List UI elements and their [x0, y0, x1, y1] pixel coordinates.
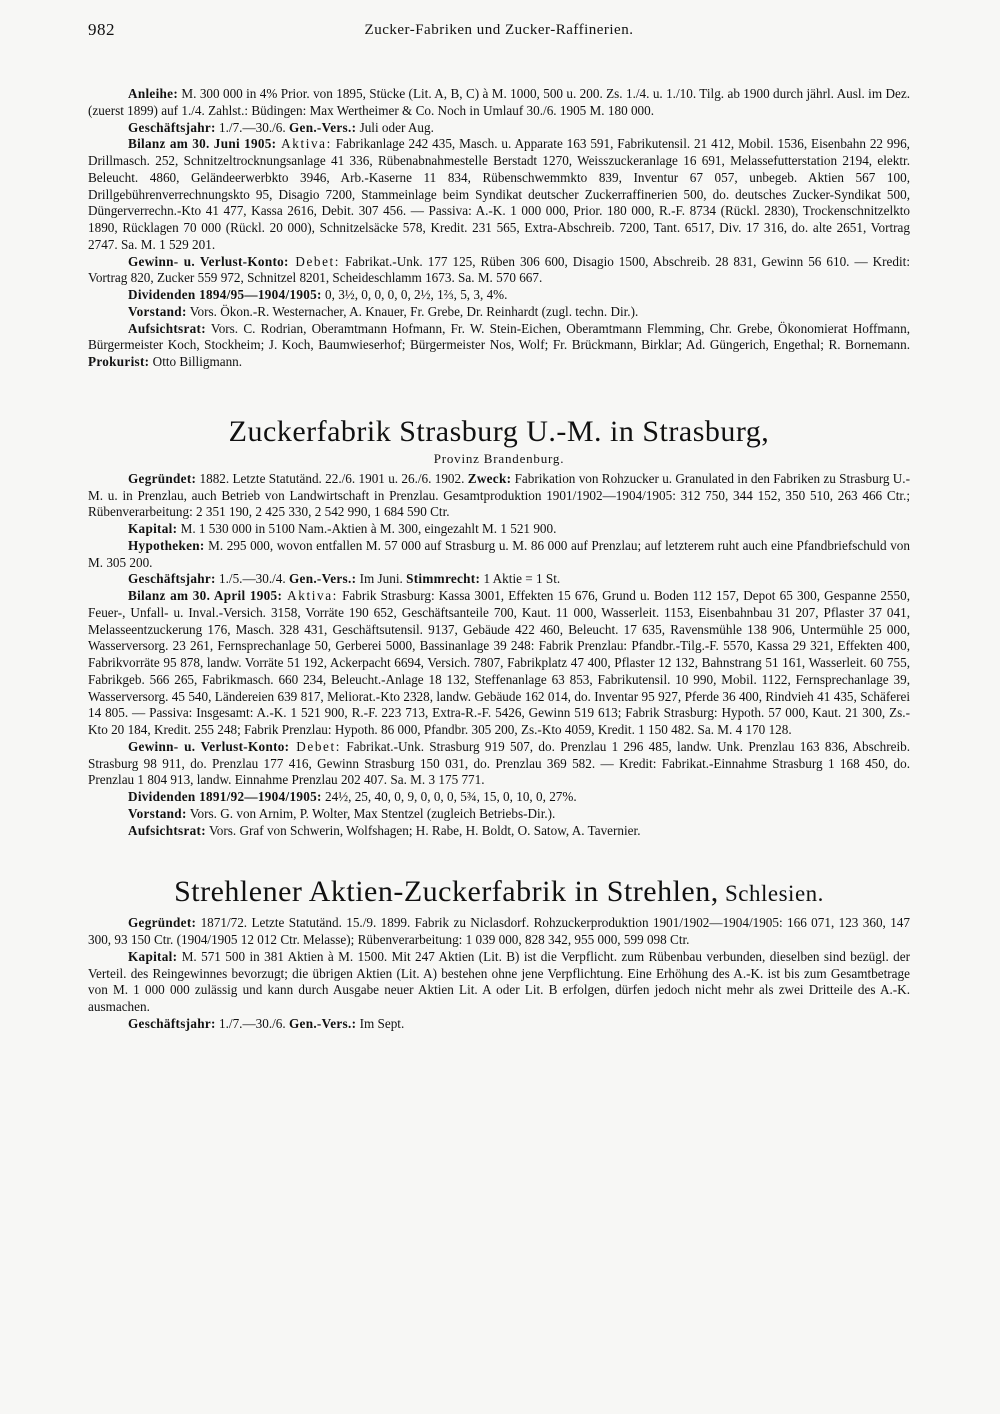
entry-label: Aufsichtsrat: — [128, 822, 206, 838]
entry-label: Kapital: — [128, 521, 178, 536]
dividenden-paragraph — [88, 789, 910, 806]
entry-text: Vors. Graf von Schwerin, Wolfshagen; H. Rabe, H. Boldt, O. Satow, A. Tavernier. — [205, 822, 641, 838]
entry-label: Stimmrecht: — [406, 571, 481, 587]
company-entry-strehlen — [88, 915, 910, 1032]
anleihe-paragraph — [88, 86, 910, 120]
entry-text: M. 295 000, wovon entfallen M. 57 000 auf Strasburg u. M. 86 000 auf Prenzlau; auf letzterem ruht auch eine Pfandbriefschuld von M. 305 200. — [88, 537, 910, 570]
entry-text: Im Juni. — [356, 571, 407, 587]
entry-label: Geschäftsjahr: — [128, 1015, 216, 1031]
entry-text: Fabrikat.-Unk. 177 125, Rüben 306 600, Disagio 1500, Abschreib. 28 831, Gewinn 56 610. — Kredit: Vortrag 820, Zucker 559 972, Schnitzel 8201, Scheideschlamm 1673. Sa. M. 570 667. — [88, 253, 910, 286]
company-entry-continued — [88, 86, 910, 371]
running-header — [88, 20, 910, 48]
gewinn-verlust-paragraph — [88, 739, 910, 789]
aufsichtsrat-paragraph — [88, 823, 910, 840]
entry-label: Gewinn- u. Verlust-Konto: — [128, 738, 290, 754]
vorstand-paragraph — [88, 304, 910, 321]
entry-label: Prokurist: — [88, 354, 150, 369]
kapital-paragraph — [88, 949, 910, 1016]
entry-text: Fabrikat.-Unk. Strasburg 919 507, do. Prenzlau 1 296 485, landw. Unk. Prenzlau 163 836, Abschreib. Strasburg 98 911, do. Prenzlau 177 416, Gewinn Strasburg 150 031, do. Prenzlau 369 582. — Kredit: Fabrikat.-Einnahme Strasburg 1 168 450, do. Prenzlau 1 804 913, landw. Einnahme Prenzlau 202 407. Sa. M. 3 175 771. — [88, 738, 911, 788]
entry-text: Vors. G. von Arnim, P. Wolter, Max Stentzel (zugleich Betriebs-Dir.). — [186, 805, 556, 821]
entry-label: Geschäftsjahr: — [128, 119, 216, 135]
entry-text: M. 1 530 000 in 5100 Nam.-Aktien à M. 300, eingezahlt M. 1 521 900. — [177, 521, 557, 536]
gegruendet-paragraph — [88, 915, 910, 949]
company-title-strasburg: Zuckerfabrik Strasburg U.-M. in Strasburg, — [228, 414, 770, 448]
entry-text: Fabrikanlage 242 435, Masch. u. Apparate 163 591, Fabrikutensil. 21 412, Mobil. 1536, Eisenbahn 22 996, Drillmasch. 252, Schnitzeltrocknungsanlage 41 336, Rübenabnahmestelle Berstadt 1270, Weisszuckeranlage 16 691, Melassefutterstation 2194, elektr. Beleucht. 4860, Geländeerwerbkto 3946, Arb.-Kaserne 11 834, Rübenschwemmkto 839, Inventur 67 057, unbegeb. Aktien 567 100, Drillgebührenverrechnungskto 95, Disagio 7200, Stammeinlage beim Syndikat deutscher Zuckerraffinerien 500, do. deutsches Zucker-Syndikat 500, Düngerverrechn.-Kto 41 477, Kassa 2616, Debit. 307 456. — Passiva: A.-K. 1 000 000, Prior. 180 000, R.-F. 8734 (Rückl. 2830), Trockenschnitzelkto 1890, Rücklagen 70 000 (Rückl. 20 000), Schnitzelsäcke 578, Kredit. 231 565, Extra-Abschreib. 7200, Tant. 6517, Div. 17 316, do. alte 2651, Vortrag 2747. Sa. M. 1 529 201. — [88, 136, 910, 252]
entry-text: Otto Billigmann. — [149, 354, 243, 369]
entry-label: Gegründet: — [128, 915, 197, 931]
entry-label: Anleihe: — [128, 86, 179, 101]
entry-text: Fabrikation von Rohzucker u. Granulated in den Fabriken zu Strasburg U.-M. u. in Prenzlau, auch Betrieb von Landwirtschaft in Prenzlau. Gesamtproduktion 1901/1902—1904/1905: 312 750, 344 152, 350 510, 263 466 Ctr.; Rübenverarbeitung: 2 351 190, 2 425 330, 2 542 990, 1 684 590 Ctr. — [88, 470, 910, 520]
entry-text: 0, 3½, 0, 0, 0, 0, 2½, 1⅔, 5, 3, 4%. — [321, 287, 508, 302]
entry-text: 1871/72. Letzte Statutänd. 15./9. 1899. Fabrik zu Niclasdorf. Rohzuckerproduktion 1901/1902—1904/1905: 166 071, 123 360, 147 300, 93 150 Ctr. (1904/1905 12 012 Ctr. Melasse); Rübenverarbeitung: 1 039 000, 828 342, 955 000, 599 098 Ctr. — [88, 915, 910, 947]
entry-spaced-label: Debet: — [289, 738, 342, 754]
entry-spaced-label: Debet: — [288, 253, 341, 269]
entry-label: Dividenden 1891/92—1904/1905: — [128, 789, 322, 804]
aufsichtsrat-paragraph — [88, 321, 910, 371]
entry-text: Im Sept. — [356, 1015, 405, 1031]
province-subtitle: Provinz Brandenburg. — [433, 450, 565, 466]
company-title-region: Schlesien. — [718, 881, 824, 907]
entry-label: Gen.-Vers.: — [288, 119, 357, 135]
entry-label: Vorstand: — [128, 805, 187, 821]
page-number: 982 — [88, 20, 115, 39]
geschaeftsjahr-paragraph — [88, 571, 910, 588]
entry-text: Fabrik Strasburg: Kassa 3001, Effekten 15 676, Grund u. Boden 112 157, Depot 65 300, Gespanne 2550, Feuer-, Unfall- u. Inval.-Versich. 3158, Vorräte 190 652, Geschäftsanteile 700, Kaut. 11 000, Wasserleit. 1153, Eisenbahnbau 31 207, Pflaster 37 041, Melasseentzuckerung 176, Masch. 328 431, Geschäftsutensil. 9137, Gebäude 422 460, Beleucht. 17 635, Ravensmühle 138 906, Untermühle 25 000, Wasserversorg. 23 261, Fernsprechanlage 50, Gerberei 5000, Bassinanlage 39 248: Fabrik Prenzlau: Pfandbr.-Tilg.-F. 5570, Kassa 29 321, Effekten 400, Fabrikvorräte 95 878, landw. Vorräte 51 192, Ackerpacht 6694, Versich. 7807, Fabrikplatz 47 400, Pflaster 12 132, Bahnstrang 51 161, Wasserleit. 60 755, Fabrikgeb. 566 265, Fabrikmasch. 660 234, Beleucht.-Anlage 18 132, Steffenanlage 63 853, Fabrikutensil. 10 990, Mobil. 1122, Fernsprechanlage 39, Wasserversorg. 45 540, Ländereien 639 817, Meliorat.-Kto 2328, landw. Gebäude 162 014, do. Inventar 95 927, Pferde 36 400, Rindvieh 41 435, Schäferei 14 805. — Passiva: Insgesamt: A.-K. 1 521 900, R.-F. 223 713, Extra-R.-F. 5426, Gewinn 519 613; Fabrik Strasburg: Hypoth. 57 000, Kaut. 21 300, Zs.-Kto 20 184, Kredit. 255 248; Fabrik Prenzlau: Hypoth. 86 000, Pfandbr. 305 200, Zs.-Kto 4059, Kredit. 1 150 482. Sa. M. 4 170 128. — [88, 588, 910, 737]
company-entry-strasburg — [88, 471, 910, 840]
dividenden-paragraph — [88, 287, 910, 304]
entry-text: Vors. Ökon.-R. Westernacher, A. Knauer, Fr. Grebe, Dr. Reinhardt (zugl. techn. Dir.). — [186, 303, 639, 319]
entry-text: 1./5.—30./4. — [215, 571, 289, 587]
entry-label: Gen.-Vers.: — [288, 571, 357, 587]
entry-text: 1 Aktie = 1 St. — [480, 571, 561, 587]
entry-text: Vors. C. Rodrian, Oberamtmann Hofmann, Fr. W. Stein-Eichen, Oberamtmann Flemming, Chr. Grebe, Ökonomierat Hoffmann, Bürgermeister Koch, Stockheim; J. Koch, Baumwieserhof; Bürgermeister Nos, Wolf; Fr. Brückmann, Birklar; Ad. Güngerich, Engethal; R. Bornemann. — [88, 320, 910, 353]
running-title: Zucker-Fabriken und Zucker-Raffinerien. — [364, 22, 634, 38]
entry-label: Gen.-Vers.: — [288, 1015, 357, 1031]
entry-label: Aufsichtsrat: — [128, 320, 206, 336]
bilanz-paragraph — [88, 588, 910, 739]
vorstand-paragraph — [88, 806, 910, 823]
entry-text: 1./7.—30./6. — [215, 119, 289, 135]
geschaeftsjahr-paragraph — [88, 120, 910, 137]
entry-label: Hypotheken: — [128, 537, 205, 553]
entry-text: M. 300 000 in 4% Prior. von 1895, Stücke (Lit. A, B, C) à M. 1000, 500 u. 200. Zs. 1./4. u. 1./10. Tilg. ab 1900 durch jährl. Ausl. im Dez. (zuerst 1899) auf 1./4. Zahlst.: Büdingen: Max Wertheimer & Co. Noch in Umlauf 30./6. 1905 M. 180 000. — [88, 86, 910, 118]
entry-label: Dividenden 1894/95—1904/1905: — [128, 287, 322, 302]
hypotheken-paragraph — [88, 538, 910, 572]
entry-text: M. 571 500 in 381 Aktien à M. 1500. Mit 247 Aktien (Lit. B) ist die Verpflicht. zum Rübenbau verbunden, dieselben sind bezügl. der Verteil. des Reingewinnes bevorzugt; die übrigen Aktien (Lit. A) bestehen ohne jene Verpflichtung. Eine Erhöhung des A.-K. ist bis zum Gesamtbetrage von M. 1 000 000 zulässig und kann durch Ausgabe neuer Aktien Lit. A oder Lit. B erfolgen, dürfen jedoch nicht mehr als zwei Dritteile des A.-K. ausmachen. — [88, 948, 910, 1014]
entry-label: Gegründet: — [128, 470, 197, 486]
bilanz-paragraph — [88, 136, 910, 253]
entry-spaced-label: Aktiva: — [276, 136, 332, 152]
entry-label: Bilanz am 30. Juni 1905: — [128, 136, 277, 152]
gegruendet-paragraph — [88, 471, 910, 521]
entry-text: 1./7.—30./6. — [215, 1015, 289, 1031]
entry-label: Gewinn- u. Verlust-Konto: — [128, 253, 289, 269]
geschaeftsjahr-paragraph — [88, 1016, 910, 1033]
entry-label: Zweck: — [467, 470, 512, 486]
company-title-main: Strehlener Aktien-Zuckerfabrik in Strehlen, — [174, 875, 719, 909]
entry-label: Geschäftsjahr: — [128, 571, 216, 587]
gewinn-verlust-paragraph — [88, 254, 910, 288]
entry-label: Vorstand: — [128, 303, 187, 319]
entry-text: Juli oder Aug. — [356, 119, 434, 135]
entry-label: Bilanz am 30. April 1905: — [128, 588, 283, 603]
company-title-strehlen — [88, 875, 910, 911]
kapital-paragraph — [88, 521, 910, 538]
entry-spaced-label: Aktiva: — [282, 588, 338, 603]
entry-text: 1882. Letzte Statutänd. 22./6. 1901 u. 26./6. 1902. — [196, 470, 468, 486]
entry-label: Kapital: — [128, 948, 178, 964]
entry-text: 24½, 25, 40, 0, 9, 0, 0, 0, 5¾, 15, 0, 10, 0, 27%. — [321, 789, 577, 804]
